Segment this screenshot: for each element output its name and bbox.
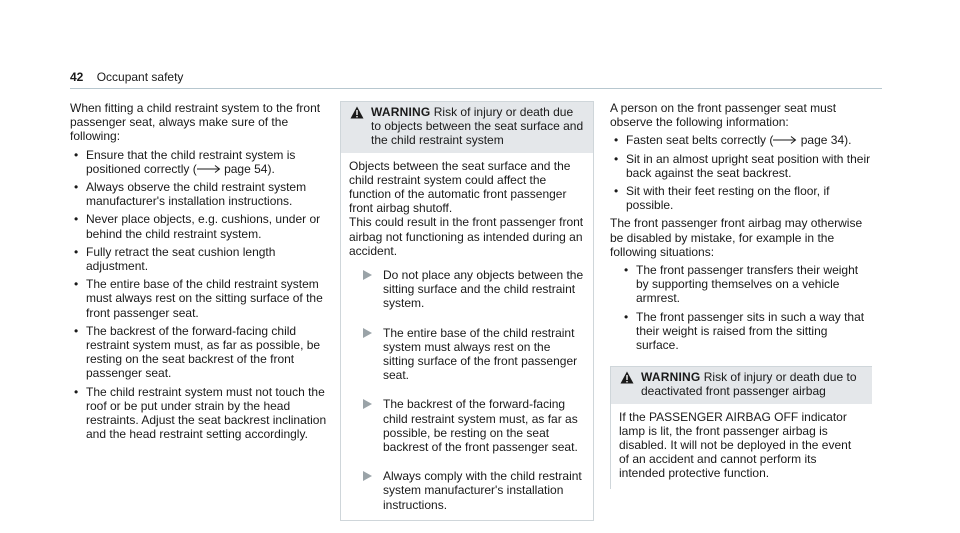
- list-item: [610, 133, 872, 147]
- intro-paragraph: When fitting a child restraint system to the front passenger seat, always make sure of the following:: [70, 101, 321, 144]
- play-arrow-icon: [363, 328, 372, 338]
- warning-title: Risk of injury or death due to deactivated front passenger airbag: [641, 370, 857, 399]
- warning-text: If the PASSENGER AIRBAG OFF indicator lamp is lit, the front passenger airbag is disabled. It will not be deployed in the event of an accident and cannot perform its intended protective function.: [619, 409, 852, 481]
- step-item: [349, 397, 585, 454]
- column-middle: [340, 101, 594, 521]
- warning-triangle-icon: [350, 106, 364, 119]
- warning-box-airbag: [610, 366, 872, 488]
- list-item-text: Fasten seat belts correctly (: [626, 133, 774, 148]
- passenger-checklist: [610, 133, 872, 212]
- page-header: [70, 70, 183, 84]
- list-item-text: Ensure that the child restraint system is positioned correctly (: [86, 147, 296, 176]
- list-item: • Fully retract the seat cushion length adjustment.: [70, 245, 328, 273]
- page-link[interactable]: page 54: [224, 161, 268, 176]
- list-item: • The front passenger sits in such a way that their weight is raised from the sitting surface.: [610, 310, 872, 353]
- play-arrow-icon: [363, 399, 372, 409]
- warning-body: [341, 153, 593, 520]
- warning-label: WARNING: [371, 105, 431, 119]
- list-item: • Sit in an almost upright seat position with their back against the seat backrest.: [610, 152, 872, 180]
- warning-text: This could result in the front passenger front airbag not functioning as intended during an accident.: [349, 215, 584, 258]
- list-item: • Never place objects, e.g. cushions, under or behind the child restraint system.: [70, 212, 328, 240]
- arrow-right-icon: [197, 164, 221, 174]
- intro-paragraph: A person on the front passenger seat must observe the following information:: [610, 101, 837, 130]
- step-item: [349, 268, 585, 311]
- header-divider: [70, 88, 882, 89]
- column-left: [70, 101, 328, 441]
- warning-label: WARNING: [641, 370, 701, 385]
- step-item: [349, 326, 585, 383]
- list-item: [70, 148, 328, 176]
- warning-header: [341, 102, 593, 153]
- list-item: • The backrest of the forward-facing child restraint system must, as far as possible, be resting on the seat backrest of the front passenger seat.: [70, 324, 328, 381]
- arrow-right-icon: [773, 135, 797, 145]
- warning-box-objects: [340, 101, 594, 521]
- warning-header: [611, 367, 872, 403]
- column-right: [610, 101, 872, 489]
- list-item: • The front passenger transfers their weight by supporting themselves on a vehicle armrest.: [610, 263, 872, 306]
- list-item: • Always observe the child restraint system manufacturer's installation instructions.: [70, 180, 328, 208]
- warning-body: [611, 404, 872, 489]
- warning-steps: [349, 268, 585, 512]
- warning-title: Risk of injury or death due to objects between the seat surface and the child restraint system: [371, 105, 584, 148]
- list-item: • The child restraint system must not touch the roof or be put under strain by the head restraints. Adjust the seat backrest inclination and the head restraint setting accordingly.: [70, 385, 328, 442]
- list-item: • The entire base of the child restraint system must always rest on the sitting surface of the front passenger seat.: [70, 277, 328, 320]
- step-text: The entire base of the child restraint system must always rest on the sitting surface of the front passenger seat.: [383, 325, 578, 383]
- section-title: Occupant safety: [96, 70, 184, 84]
- list-item-text: ).: [267, 161, 275, 176]
- situation-paragraph: The front passenger front airbag may otherwise be disabled by mistake, for example in the following situations:: [610, 216, 863, 259]
- play-arrow-icon: [363, 270, 372, 280]
- page-link[interactable]: page 34: [800, 133, 845, 148]
- situation-list: [610, 263, 872, 352]
- page-number: 42: [70, 70, 84, 84]
- step-text: Do not place any objects between the sitting surface and the child restraint system.: [383, 268, 584, 311]
- play-arrow-icon: [363, 471, 372, 481]
- step-item: [349, 469, 585, 512]
- step-text: The backrest of the forward-facing child restraint system must, as far as possible, be resting on the seat backrest of the front passenger seat.: [383, 397, 578, 455]
- list-item-text: ).: [844, 133, 852, 148]
- warning-text: Objects between the seat surface and the child restraint system could affect the function of the automatic front passenger front airbag shutoff.: [349, 158, 571, 216]
- list-item: • Sit with their feet resting on the floor, if possible.: [610, 184, 872, 212]
- fitting-checklist: [70, 148, 328, 442]
- step-text: Always comply with the child restraint system manufacturer's installation instructions.: [383, 469, 582, 512]
- warning-triangle-icon: [620, 371, 634, 384]
